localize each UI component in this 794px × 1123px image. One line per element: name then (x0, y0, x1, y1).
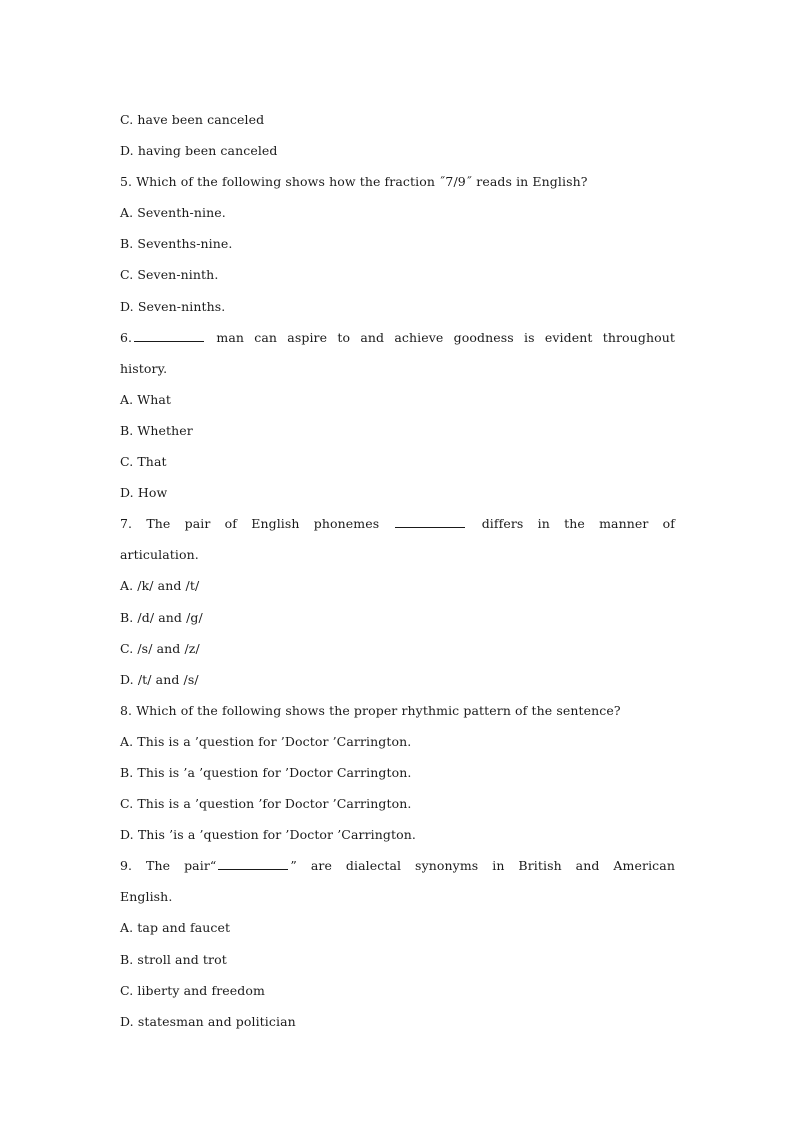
q6-option-a: A. What (120, 391, 172, 407)
q8-option-d: D. This ’is a ’question for ’Doctor ’Carrington. (120, 827, 416, 843)
q9-option-d: D. statesman and politician (120, 1013, 296, 1029)
q5-option-b: B. Sevenths-nine. (120, 236, 233, 252)
q9-option-b: B. stroll and trot (120, 951, 227, 967)
q7-stem (120, 508, 675, 539)
q9-option-a: A. tap and faucet (120, 920, 231, 936)
q6-stem-rest: man can aspire to and achieve goodness is evident throughout (216, 329, 675, 345)
exam-page (120, 104, 675, 1037)
q7-answer-blank (395, 514, 465, 528)
q7-option-a: A. /k/ and /t/ (120, 578, 200, 594)
q9-stem (120, 850, 675, 881)
q6-option-c: C. That (120, 454, 167, 470)
q5-stem: 5. Which of the following shows how the fraction ˝7/9˝ reads in English? (120, 174, 588, 190)
q9-answer-blank (218, 856, 288, 870)
q5-option-d: D. Seven-ninths. (120, 298, 226, 314)
q7-stem-line2: articulation. (120, 547, 199, 563)
q8-stem: 8. Which of the following shows the proper rhythmic pattern of the sentence? (120, 702, 621, 718)
q8-option-b: B. This is ’a ’question for ’Doctor Carrington. (120, 764, 412, 780)
q7-option-d: D. /t/ and /s/ (120, 671, 199, 687)
q9-stem-line2: English. (120, 889, 173, 905)
q4-option-d: D. having been canceled (120, 143, 278, 159)
q6-stem-line2: history. (120, 360, 168, 376)
q7-stem-prefix: 7. The pair of English phonemes (120, 516, 380, 532)
q6-answer-blank (134, 328, 204, 342)
q9-stem-prefix: 9. The pair“ (120, 858, 217, 874)
q7-option-b: B. /d/ and /g/ (120, 609, 203, 625)
q8-option-c: C. This is a ’question ’for Doctor ’Carrington. (120, 796, 412, 812)
q5-option-a: A. Seventh-nine. (120, 205, 226, 221)
q9-option-c: C. liberty and freedom (120, 982, 265, 998)
q6-stem-prefix: 6. (120, 329, 133, 345)
q7-option-c: C. /s/ and /z/ (120, 640, 200, 656)
q4-option-c: C. have been canceled (120, 112, 265, 127)
q7-stem-rest: differs in the manner of (481, 516, 676, 532)
q6-stem (120, 322, 675, 353)
q8-option-a: A. This is a ’question for ’Doctor ’Carrington. (120, 733, 412, 749)
q6-option-b: B. Whether (120, 422, 193, 438)
q9-stem-rest: ” are dialectal synonyms in British and American (290, 858, 675, 874)
q6-option-d: D. How (120, 485, 168, 501)
q5-option-c: C. Seven-ninth. (120, 267, 219, 283)
